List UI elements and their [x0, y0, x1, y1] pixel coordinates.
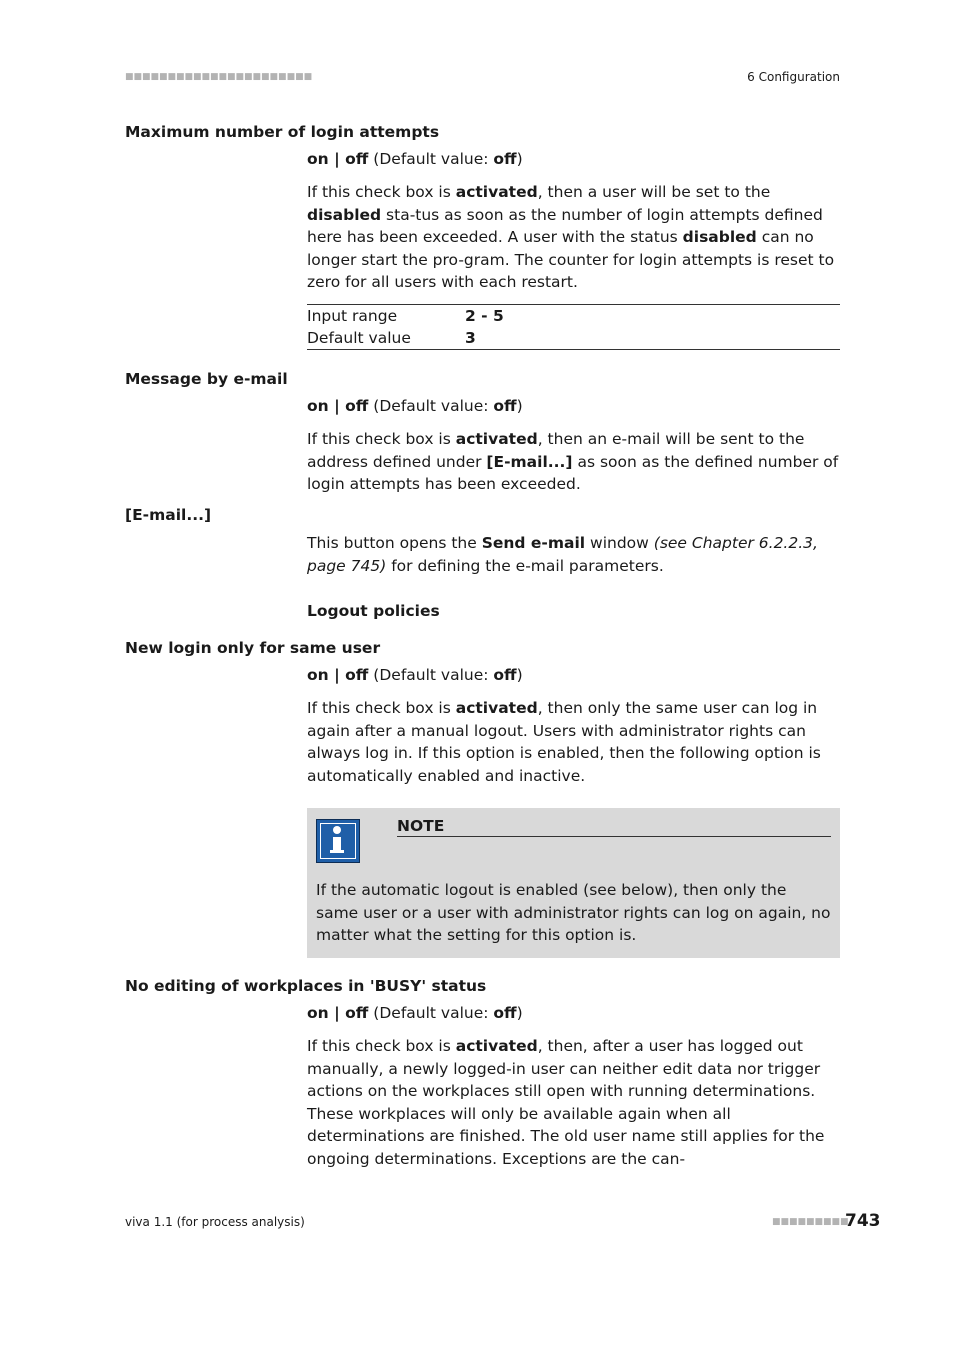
note-title: NOTE	[397, 817, 831, 837]
onoff-line-no-editing: on | off (Default value: off)	[307, 1004, 523, 1022]
onoff-line-message-email: on | off (Default value: off)	[307, 397, 523, 415]
parameter-table	[307, 304, 840, 350]
paragraph-new-login: If this check box is activated, then only the same user can log in again after a manual logout. Users with administrator rights can always log in. If this option is enabled, then the following option is automatically enabled and inactive.	[307, 699, 821, 785]
onoff-line-max-login: on | off (Default value: off)	[307, 150, 523, 168]
section-title-no-editing: No editing of workplaces in 'BUSY' status	[125, 977, 487, 995]
paragraph-max-login: If this check box is activated, then a user will be set to the disabled sta-tus as soon as the number of login attempts defined here has been exceeded. A user with the status disabled can no longer start the pro-gram. The counter for login attempts is reset to zero for all users with each restart.	[307, 183, 835, 291]
paragraph-no-editing: If this check box is activated, then, after a user has logged out manually, a newly logged-in user can neither edit data nor trigger actions on the workplaces still open with running determinations. These workplaces will only be available again when all determinations are finished. The old user name still applies for the ongoing determinations. Exceptions are the can-	[307, 1037, 825, 1168]
note-box	[307, 808, 840, 958]
subheading-logout-policies: Logout policies	[307, 602, 440, 620]
table-row: Input range 2 - 5	[307, 307, 504, 325]
header-decoration: ■■■■■■■■■■■■■■■■■■■■■■	[125, 72, 313, 82]
footer-decoration: ■■■■■■■■■	[772, 1217, 849, 1227]
footer-product: viva 1.1 (for process analysis)	[125, 1215, 305, 1229]
note-text: If the automatic logout is enabled (see below), then only the same user or a user with administrator rights can log on again, no matter what the setting for this option is.	[316, 881, 831, 944]
paragraph-message-email: If this check box is activated, then an e-mail will be sent to the address defined under [E-mail...] as soon as the defined number of login attempts has been exceeded.	[307, 430, 839, 493]
page-number: 743	[845, 1211, 881, 1231]
table-row: Default value 3	[307, 329, 476, 347]
section-title-max-login: Maximum number of login attempts	[125, 123, 440, 141]
onoff-line-new-login: on | off (Default value: off)	[307, 666, 523, 684]
info-icon	[316, 819, 360, 863]
section-title-message-email: Message by e-mail	[125, 370, 288, 388]
chapter-reference-link[interactable]: (see Chapter 6.2.2.3, page 745)	[307, 534, 818, 575]
header-chapter: 6 Configuration	[747, 70, 840, 84]
section-title-email-button: [E-mail...]	[125, 506, 212, 524]
paragraph-email-button: This button opens the Send e-mail window (see Chapter 6.2.2.3, page 745) for defining the e-mail parameters.	[307, 534, 818, 575]
section-title-new-login: New login only for same user	[125, 639, 381, 657]
